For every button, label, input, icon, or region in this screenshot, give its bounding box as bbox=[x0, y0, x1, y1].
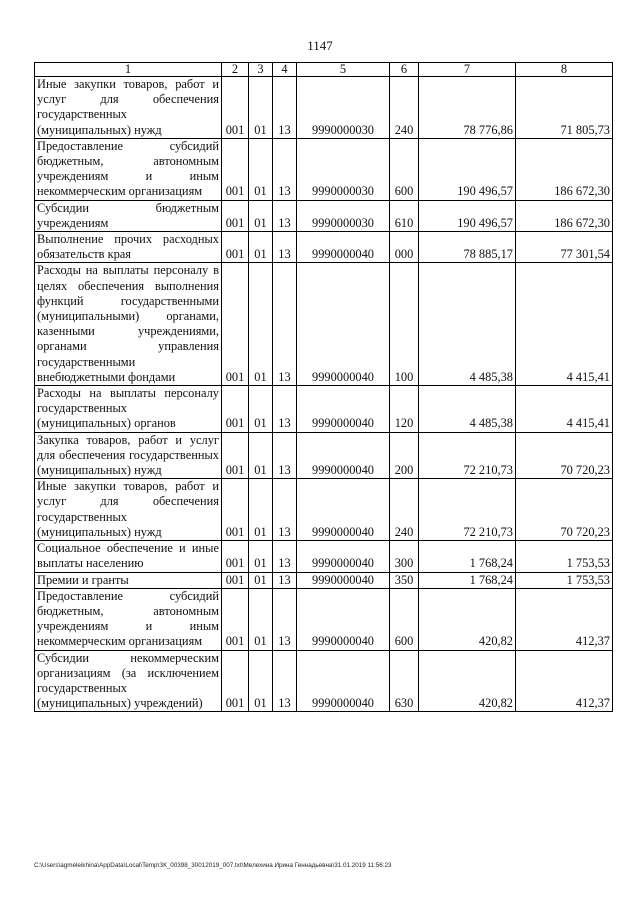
admin-code: 001 bbox=[222, 541, 249, 572]
admin-code: 001 bbox=[222, 138, 249, 200]
admin-code: 001 bbox=[222, 479, 249, 541]
target-article-code: 9990000040 bbox=[297, 386, 390, 433]
table-row bbox=[35, 541, 613, 572]
header-row bbox=[35, 63, 613, 77]
subsection-code: 13 bbox=[273, 432, 297, 479]
column-header: 1 bbox=[35, 63, 222, 77]
amount-year-1: 1 768,24 bbox=[419, 572, 516, 588]
section-code: 01 bbox=[249, 77, 273, 139]
admin-code: 001 bbox=[222, 200, 249, 231]
amount-year-1: 78 885,17 bbox=[419, 232, 516, 263]
table-row bbox=[35, 650, 613, 712]
target-article-code: 9990000040 bbox=[297, 432, 390, 479]
target-article-code: 9990000030 bbox=[297, 200, 390, 231]
admin-code: 001 bbox=[222, 572, 249, 588]
column-header: 5 bbox=[297, 63, 390, 77]
item-name: Субсидии бюджетным учреждениям bbox=[35, 200, 222, 231]
amount-year-2: 1 753,53 bbox=[516, 541, 613, 572]
amount-year-2: 186 672,30 bbox=[516, 138, 613, 200]
item-name: Иные закупки товаров, работ и услуг для обеспечения государственных (муниципальных) нужд bbox=[35, 479, 222, 541]
subsection-code: 13 bbox=[273, 232, 297, 263]
amount-year-1: 190 496,57 bbox=[419, 138, 516, 200]
expense-type-code: 240 bbox=[390, 77, 419, 139]
table-row bbox=[35, 588, 613, 650]
subsection-code: 13 bbox=[273, 541, 297, 572]
amount-year-1: 420,82 bbox=[419, 588, 516, 650]
item-name: Субсидии некоммерческим организациям (за исключением государственных (муниципальных) учреждений) bbox=[35, 650, 222, 712]
section-code: 01 bbox=[249, 572, 273, 588]
amount-year-2: 186 672,30 bbox=[516, 200, 613, 231]
expense-type-code: 100 bbox=[390, 263, 419, 386]
amount-year-2: 4 415,41 bbox=[516, 386, 613, 433]
subsection-code: 13 bbox=[273, 588, 297, 650]
amount-year-1: 420,82 bbox=[419, 650, 516, 712]
amount-year-1: 72 210,73 bbox=[419, 432, 516, 479]
section-code: 01 bbox=[249, 588, 273, 650]
target-article-code: 9990000040 bbox=[297, 479, 390, 541]
expense-type-code: 200 bbox=[390, 432, 419, 479]
target-article-code: 9990000040 bbox=[297, 650, 390, 712]
section-code: 01 bbox=[249, 432, 273, 479]
admin-code: 001 bbox=[222, 650, 249, 712]
target-article-code: 9990000040 bbox=[297, 541, 390, 572]
column-header: 7 bbox=[419, 63, 516, 77]
section-code: 01 bbox=[249, 541, 273, 572]
amount-year-2: 4 415,41 bbox=[516, 263, 613, 386]
column-header: 6 bbox=[390, 63, 419, 77]
subsection-code: 13 bbox=[273, 650, 297, 712]
section-code: 01 bbox=[249, 479, 273, 541]
expense-type-code: 120 bbox=[390, 386, 419, 433]
column-header: 3 bbox=[249, 63, 273, 77]
amount-year-1: 4 485,38 bbox=[419, 263, 516, 386]
item-name: Закупка товаров, работ и услуг для обеспечения государственных (муниципальных) нужд bbox=[35, 432, 222, 479]
item-name: Иные закупки товаров, работ и услуг для обеспечения государственных (муниципальных) нужд bbox=[35, 77, 222, 139]
subsection-code: 13 bbox=[273, 263, 297, 386]
table-row bbox=[35, 386, 613, 433]
item-name: Расходы на выплаты персоналу государственных (муниципальных) органов bbox=[35, 386, 222, 433]
column-header: 4 bbox=[273, 63, 297, 77]
page-number: 1147 bbox=[307, 38, 333, 53]
item-name: Предоставление субсидий бюджетным, автономным учреждениям и иным некоммерческим организациям bbox=[35, 138, 222, 200]
amount-year-2: 412,37 bbox=[516, 650, 613, 712]
amount-year-2: 71 805,73 bbox=[516, 77, 613, 139]
table-row bbox=[35, 432, 613, 479]
expense-type-code: 300 bbox=[390, 541, 419, 572]
target-article-code: 9990000030 bbox=[297, 138, 390, 200]
table-row bbox=[35, 572, 613, 588]
amount-year-1: 78 776,86 bbox=[419, 77, 516, 139]
expense-type-code: 610 bbox=[390, 200, 419, 231]
expense-type-code: 000 bbox=[390, 232, 419, 263]
expense-type-code: 350 bbox=[390, 572, 419, 588]
target-article-code: 9990000030 bbox=[297, 77, 390, 139]
amount-year-2: 70 720,23 bbox=[516, 479, 613, 541]
section-code: 01 bbox=[249, 263, 273, 386]
amount-year-1: 72 210,73 bbox=[419, 479, 516, 541]
amount-year-2: 412,37 bbox=[516, 588, 613, 650]
item-name: Расходы на выплаты персоналу в целях обеспечения выполнения функций государственными (муниципальными) органами, казенными учреждениями, органами управления государственными внебюджетными фондами bbox=[35, 263, 222, 386]
amount-year-2: 1 753,53 bbox=[516, 572, 613, 588]
table-row bbox=[35, 479, 613, 541]
subsection-code: 13 bbox=[273, 200, 297, 231]
section-code: 01 bbox=[249, 386, 273, 433]
amount-year-1: 190 496,57 bbox=[419, 200, 516, 231]
table-row bbox=[35, 263, 613, 386]
section-code: 01 bbox=[249, 232, 273, 263]
expense-type-code: 630 bbox=[390, 650, 419, 712]
section-code: 01 bbox=[249, 650, 273, 712]
subsection-code: 13 bbox=[273, 138, 297, 200]
table-row bbox=[35, 200, 613, 231]
file-path-footer: C:\Users\agmeleikhina\AppData\Local\Temp\ЗК_00398_30012019_007.txt\Мелехина Ирина Геннадьевна\31.01.2019 11:56:23 bbox=[34, 862, 392, 869]
admin-code: 001 bbox=[222, 77, 249, 139]
subsection-code: 13 bbox=[273, 386, 297, 433]
subsection-code: 13 bbox=[273, 77, 297, 139]
amount-year-2: 70 720,23 bbox=[516, 432, 613, 479]
column-header: 2 bbox=[222, 63, 249, 77]
table-row bbox=[35, 232, 613, 263]
admin-code: 001 bbox=[222, 386, 249, 433]
table-row bbox=[35, 138, 613, 200]
target-article-code: 9990000040 bbox=[297, 263, 390, 386]
target-article-code: 9990000040 bbox=[297, 588, 390, 650]
target-article-code: 9990000040 bbox=[297, 572, 390, 588]
budget-table bbox=[34, 62, 613, 712]
amount-year-1: 1 768,24 bbox=[419, 541, 516, 572]
subsection-code: 13 bbox=[273, 479, 297, 541]
admin-code: 001 bbox=[222, 232, 249, 263]
table-row bbox=[35, 77, 613, 139]
amount-year-2: 77 301,54 bbox=[516, 232, 613, 263]
admin-code: 001 bbox=[222, 432, 249, 479]
item-name: Премии и гранты bbox=[35, 572, 222, 588]
expense-type-code: 600 bbox=[390, 588, 419, 650]
amount-year-1: 4 485,38 bbox=[419, 386, 516, 433]
section-code: 01 bbox=[249, 138, 273, 200]
item-name: Социальное обеспечение и иные выплаты населению bbox=[35, 541, 222, 572]
item-name: Предоставление субсидий бюджетным, автономным учреждениям и иным некоммерческим организациям bbox=[35, 588, 222, 650]
target-article-code: 9990000040 bbox=[297, 232, 390, 263]
admin-code: 001 bbox=[222, 263, 249, 386]
expense-type-code: 600 bbox=[390, 138, 419, 200]
section-code: 01 bbox=[249, 200, 273, 231]
table-body bbox=[35, 77, 613, 712]
subsection-code: 13 bbox=[273, 572, 297, 588]
expense-type-code: 240 bbox=[390, 479, 419, 541]
column-header: 8 bbox=[516, 63, 613, 77]
admin-code: 001 bbox=[222, 588, 249, 650]
item-name: Выполнение прочих расходных обязательств края bbox=[35, 232, 222, 263]
